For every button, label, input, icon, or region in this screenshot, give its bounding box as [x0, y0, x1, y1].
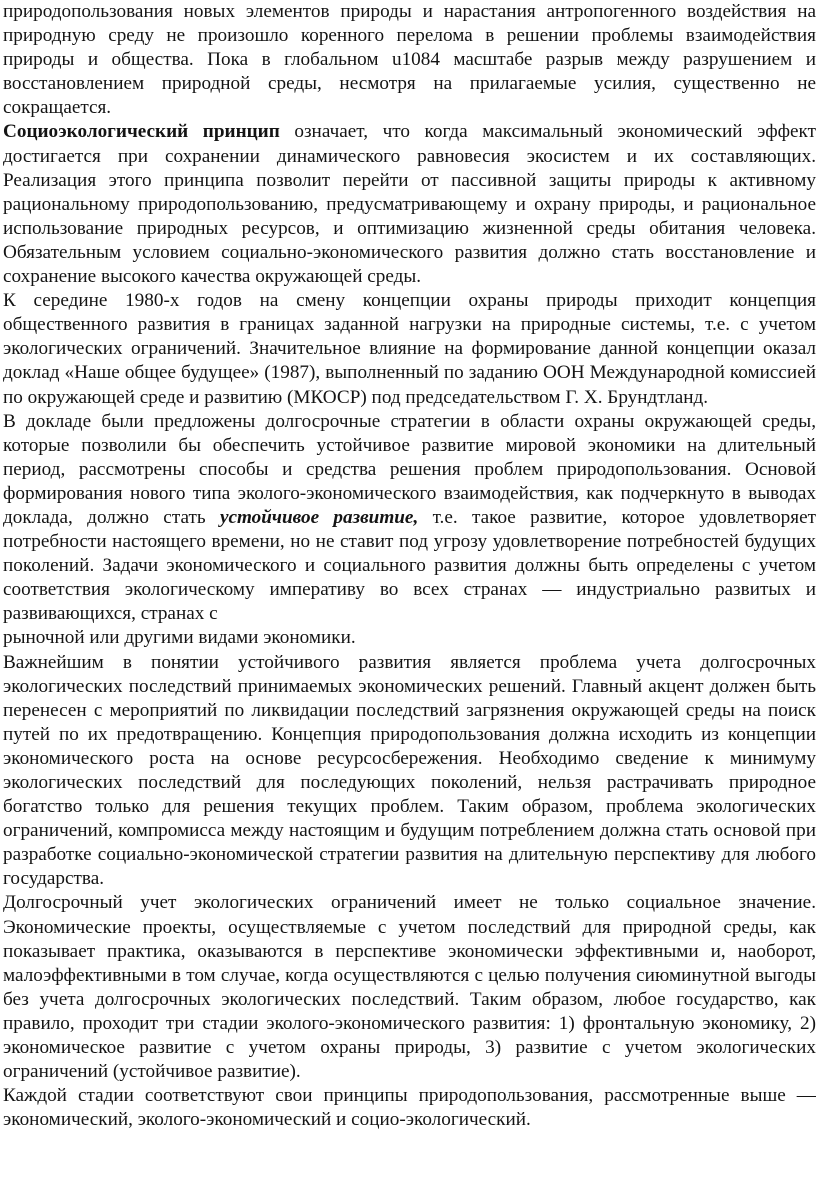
paragraph-4-text-before: В докладе были предложены долгосрочные стратегии в области охраны окружающей среды, которые позволили бы обеспечить устойчивое развитие мировой экономики на длительный период, рассмотрены способы и средства решения проблем природопользования. Основой формирования нового типа эколого-экономического взаимодействия, как подчеркнуто в выводах доклада, должно стать	[3, 410, 816, 528]
paragraph-6-text: Долгосрочный учет экологических ограничений имеет не только социальное значение. Экономические проекты, осуществляемые с учетом последствий для природной среды, как показывает практика, оказываются в перспективе экономически эффективными и, наоборот, малоэффективными в том случае, когда осуществляются с целью получения сиюминутной выгоды без учета долгосрочных экологических последствий. Таким образом, любое государство, как правило, проходит три стадии эколого-экономического развития: 1) фронтальную экономику, 2) экономическое развитие с учетом охраны природы, 3) развитие с учетом экологических ограничений (устойчивое развитие).	[3, 892, 816, 1083]
document-page	[3, 0, 816, 1132]
paragraph-4-end	[3, 626, 816, 650]
paragraph-4-text-end: рыночной или другими видами экономики.	[3, 627, 356, 649]
paragraph-1	[3, 0, 816, 120]
paragraph-4-text-after: т.е. такое развитие, которое удовлетворяет потребности настоящего времени, но не ставит под угрозу удовлетворение потребностей будущих поколений. Задачи экономического и социального развития должны быть определены с учетом соответствия экологическому императиву во всех странах — индустриально развитых и развивающихся, странах с	[3, 506, 816, 625]
principle-term: Социоэкологический принцип	[3, 121, 280, 143]
paragraph-3	[3, 289, 816, 409]
paragraph-6	[3, 891, 816, 1084]
paragraph-2-text: означает, что когда максимальный экономический эффект достигается при сохранении динамического равновесия экосистем и их составляющих. Реализация этого принципа позволит перейти от пассивной защиты природы к активному рациональному природопользованию, предусматривающему и охрану природы, и рациональное использование природных ресурсов, и оптимизацию жизненной среды обитания человека. Обязательным условием социально-экономического развития должно стать восстановление и сохранение высокого качества окружающей среды.	[3, 121, 816, 288]
paragraph-4	[3, 410, 816, 627]
paragraph-3-text: К середине 1980-х годов на смену концепции охраны природы приходит концепция общественного развития в границах заданной нагрузки на природные системы, т.е. с учетом экологических ограничений. Значительное влияние на формирование данной концепции оказал доклад «Наше общее будущее» (1987), выполненный по заданию ООН Международной комиссией по окружающей среде и развитию (МКОСР) под председательством Г. Х. Брундтланд.	[3, 290, 816, 408]
sustainable-development-term: устойчивое развитие,	[219, 506, 419, 528]
paragraph-5	[3, 651, 816, 892]
paragraph-7	[3, 1084, 816, 1132]
paragraph-5-text: Важнейшим в понятии устойчивого развития является проблема учета долгосрочных экологических последствий принимаемых экономических решений. Главный акцент должен быть перенесен с мероприятий по ликвидации последствий загрязнения окружающей среды на поиск путей по их предотвращению. Концепция природопользования должна исходить из концепции экономического роста на основе ресурсосбережения. Необходимо сведение к минимуму экологических последствий для последующих поколений, нельзя растрачивать природное богатство только для решения текущих проблем. Таким образом, проблема экологических ограничений, компромисса между настоящим и будущим потреблением должна стать основой при разработке социально-экономической стратегии развития на длительную перспективу для любого государства.	[3, 651, 816, 890]
paragraph-2	[3, 120, 816, 289]
paragraph-7-text: Каждой стадии соответствуют свои принципы природопользования, рассмотренные выше — экономический, эколого-экономический и социо-экологический.	[3, 1085, 816, 1131]
paragraph-1-text: природопользования новых элементов природы и нарастания антропогенного воздействия на природную среду не произошло коренного перелома в решении проблемы взаимодействия природы и общества. Пока в глобальном u1084 масштабе разрыв между разрушением и восстановлением природной среды, несмотря на прилагаемые усилия, существенно не сокращается.	[3, 1, 816, 119]
